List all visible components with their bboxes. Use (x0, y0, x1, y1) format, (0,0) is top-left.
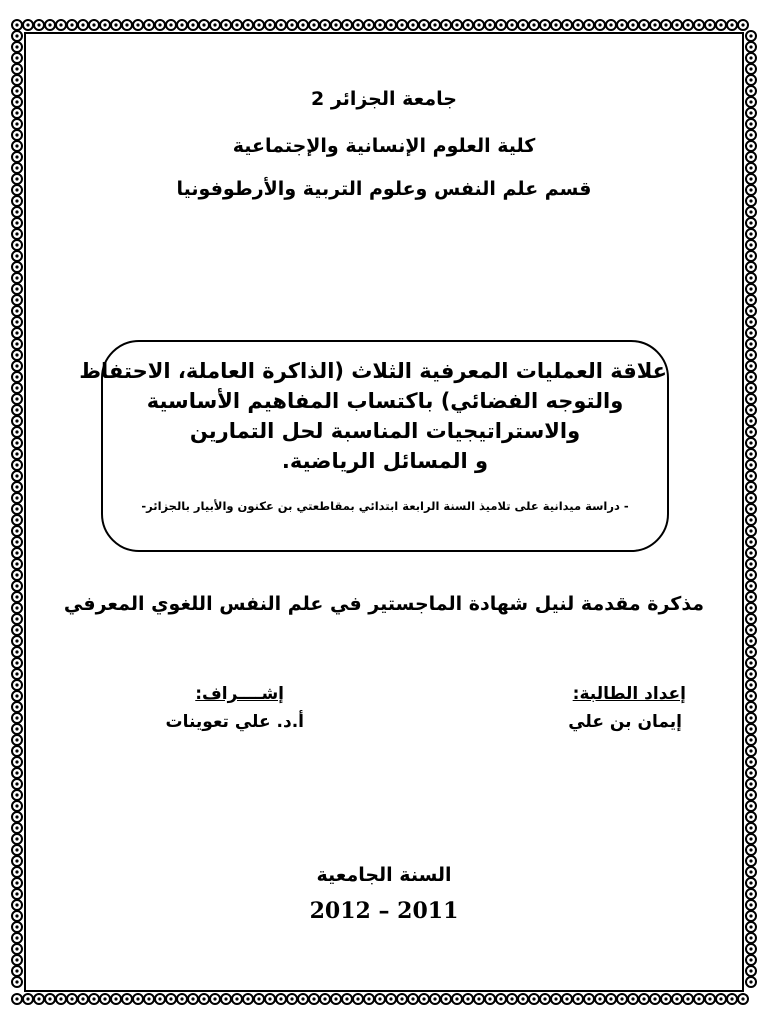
prepared-by-label: إعداد الطالبة: (572, 684, 686, 704)
thesis-title-line: و المسائل الرياضية. (281, 449, 489, 473)
study-subtitle: - دراسة ميدانية على تلاميذ السنة الرابعة ابتدائي بمقاطعتي بن عكنون والأبيار بالجزائر- (141, 499, 629, 513)
supervisor-name: أ.د. علي تعوينات (165, 712, 304, 732)
student-name: إيمان بن علي (568, 712, 682, 732)
supervision-label: إشــــراف: (195, 684, 284, 704)
faculty-name: كلية العلوم الإنسانية والإجتماعية (232, 135, 536, 157)
thesis-title (79, 356, 667, 476)
thesis-title-line: والتوجه الفضائي) باكتساب المفاهيم الأساسية (146, 389, 624, 413)
academic-year: 2012 – 2011 (309, 898, 459, 924)
department-name: قسم علم النفس وعلوم التربية والأرطوفونيا (176, 178, 592, 200)
thesis-title-line: والاستراتيجيات المناسبة لحل التمارين (189, 419, 581, 443)
academic-year-label: السنة الجامعية (316, 864, 452, 886)
university-name: جامعة الجزائر 2 (311, 88, 457, 110)
memo-statement: مذكرة مقدمة لنيل شهادة الماجستير في علم النفس اللغوي المعرفي (63, 593, 705, 615)
thesis-title-line: علاقة العمليات المعرفية الثلاث (الذاكرة العاملة، الاحتفاظ (79, 359, 667, 383)
thesis-title-box (79, 340, 669, 552)
